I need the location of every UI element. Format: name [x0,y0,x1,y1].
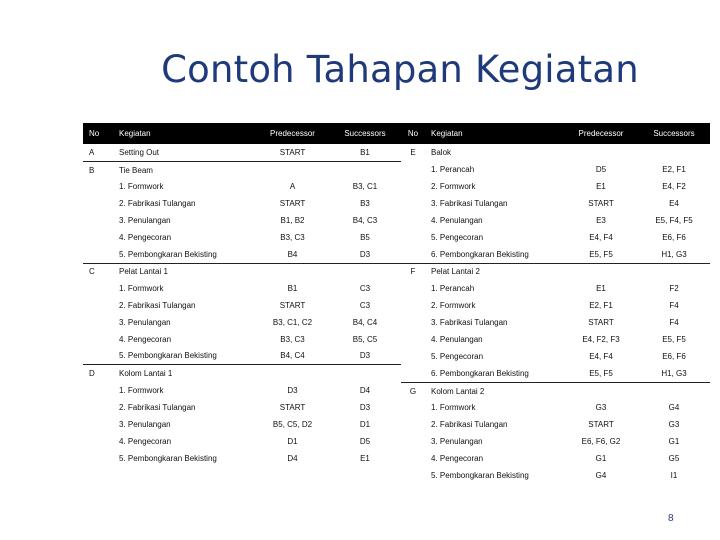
cell-successors: E1 [360,453,370,463]
cell-predecessor: E5, F5 [589,249,613,259]
cell-successors: D5 [359,436,371,446]
cell-no [83,450,113,467]
cell-predecessor [256,467,329,484]
cell-kegiatan: 4. Pengecoran [431,453,484,463]
cell-no [401,348,425,365]
cell-predecessor: D5 [595,165,607,175]
cell-no [401,450,425,467]
cell-kegiatan: Pelat Lantai 1 [113,263,256,280]
cell-predecessor: E4, F2, F3 [582,334,620,344]
cell-kegiatan: 3. Fabrikasi Tulangan [431,199,508,209]
cell-successors: E6, F6 [662,351,686,361]
cell-successors: D3 [359,249,371,259]
cell-predecessor: B5, C5, D2 [272,420,313,430]
cell-predecessor: START [279,403,306,413]
header-successors-right: Successors [638,123,710,144]
cell-successors: E6, F6 [662,232,686,242]
cell-kegiatan: 2. Formwork [431,301,476,311]
cell-predecessor: START [279,147,306,157]
cell-successors [638,382,710,399]
cell-successors: B4, C4 [352,317,378,327]
cell-no [401,179,425,196]
cell-no [401,416,425,433]
cell-kegiatan: Setting Out [119,147,160,157]
cell-no: C [83,263,113,280]
cell-no [401,280,425,297]
cell-kegiatan: 3. Fabrikasi Tulangan [431,317,508,327]
cell-predecessor: START [588,317,614,327]
cell-predecessor: E4, F4 [589,351,613,361]
table-row [83,450,710,467]
cell-predecessor: G4 [595,470,607,480]
header-successors-left: Successors [329,123,401,144]
cell-successors: H1, G3 [661,249,687,259]
cell-kegiatan: 3. Penulangan [119,420,171,430]
table-row [83,331,710,348]
header-no-left: No [83,123,113,144]
cell-kegiatan: 2. Fabrikasi Tulangan [119,199,196,209]
cell-successors [638,263,710,280]
header-predecessor-right: Predecessor [564,123,638,144]
cell-kegiatan: Pelat Lantai 2 [425,263,564,280]
cell-predecessor: B3, C3 [280,334,305,344]
cell-predecessor: B4 [287,249,298,259]
cell-kegiatan: 2. Formwork [431,182,476,192]
cell-no [83,399,113,416]
cell-predecessor: A [289,182,296,192]
cell-predecessor: D1 [287,436,298,446]
cell-no: A [89,147,95,157]
cell-successors: E4 [669,199,679,209]
cell-no [83,467,113,484]
cell-successors: B3, C1 [352,182,378,192]
cell-kegiatan: 5. Pembongkaran Bekisting [431,470,529,480]
cell-no [83,314,113,331]
cell-kegiatan: 5. Pembongkaran Bekisting [119,453,217,463]
cell-no [83,297,113,314]
cell-successors: B3 [360,199,370,209]
table-row [83,416,710,433]
table-row [83,212,710,229]
page-title: Contoh Tahapan Kegiatan [161,48,639,91]
cell-successors: E2, F1 [662,165,686,175]
cell-successors [329,263,401,280]
cell-kegiatan: 4. Pengecoran [119,436,172,446]
cell-no: E [410,148,416,158]
cell-no [401,331,425,348]
cell-predecessor: B1 [287,284,298,294]
cell-successors: C3 [359,284,371,294]
cell-successors: B5 [360,232,370,242]
header-predecessor-left: Predecessor [256,123,329,144]
cell-no [401,229,425,246]
cell-successors: B5, C5 [352,334,378,344]
cell-no [401,433,425,450]
table-row [83,399,710,416]
cell-kegiatan [113,467,256,484]
activity-table [83,123,710,483]
cell-predecessor: E6, F6, G2 [581,436,621,446]
cell-kegiatan: 3. Penulangan [431,436,483,446]
cell-kegiatan: 1. Formwork [119,182,164,192]
cell-predecessor: B3, C3 [280,232,305,242]
cell-kegiatan: Tie Beam [113,161,256,178]
cell-successors [638,144,710,161]
cell-kegiatan: 2. Fabrikasi Tulangan [119,301,196,311]
cell-kegiatan: Balok [431,148,452,158]
table-row [83,433,710,450]
cell-successors: F4 [669,301,679,311]
cell-no: B [83,161,113,178]
cell-successors: D3 [359,351,371,361]
table-row [83,179,710,196]
page-number: 8 [668,513,674,524]
table-row [83,297,710,314]
cell-kegiatan: 3. Penulangan [119,317,171,327]
cell-successors: G5 [668,453,680,463]
cell-no: D [83,365,113,382]
cell-no [401,195,425,212]
cell-predecessor [564,382,638,399]
cell-kegiatan: 5. Pembongkaran Bekisting [119,351,217,361]
cell-successors [329,365,401,382]
cell-kegiatan: 1. Perancah [431,165,475,175]
cell-no [401,467,425,484]
cell-successors [329,161,401,178]
cell-predecessor: START [588,420,614,430]
cell-predecessor: G1 [595,453,607,463]
cell-kegiatan: 1. Formwork [119,386,164,396]
table-row [83,348,710,365]
cell-predecessor: D4 [287,453,298,463]
cell-no [401,314,425,331]
table-row [83,365,710,382]
cell-kegiatan: 5. Pembongkaran Bekisting [119,249,217,259]
cell-predecessor [256,263,329,280]
cell-successors: E5, F5 [662,334,686,344]
cell-successors: G4 [668,403,680,413]
cell-kegiatan: 5. Pengecoran [431,232,484,242]
cell-predecessor: E1 [596,182,606,192]
cell-successors: I1 [670,470,678,480]
cell-no [83,433,113,450]
cell-kegiatan: 4. Penulangan [431,334,483,344]
cell-no [83,179,113,196]
cell-no [401,246,425,263]
cell-no [401,399,425,416]
cell-no [83,348,113,365]
table-row [83,314,710,331]
cell-kegiatan: Kolom Lantai 2 [425,382,564,399]
cell-no [83,212,113,229]
cell-successors: D3 [359,403,371,413]
header-kegiatan-right: Kegiatan [425,123,564,144]
cell-predecessor [256,161,329,178]
cell-kegiatan: 4. Pengecoran [119,232,172,242]
table-row [83,161,710,178]
cell-successors: H1, G3 [661,368,687,378]
cell-no [401,161,425,178]
cell-predecessor [256,365,329,382]
cell-kegiatan: 4. Penulangan [431,216,483,226]
cell-no [83,331,113,348]
cell-no [401,212,425,229]
cell-no [401,297,425,314]
cell-predecessor: G3 [595,403,607,413]
cell-kegiatan: 2. Fabrikasi Tulangan [431,420,508,430]
table-row [83,382,710,399]
cell-no [83,416,113,433]
cell-successors [329,467,401,484]
cell-kegiatan: 6. Pembongkaran Bekisting [431,249,529,259]
header-no-right: No [401,123,425,144]
cell-no [83,280,113,297]
cell-predecessor: E4, F4 [589,232,613,242]
cell-kegiatan: 4. Pengecoran [119,334,172,344]
cell-kegiatan: 1. Perancah [431,284,475,294]
cell-successors: G3 [668,420,680,430]
cell-successors: G1 [668,436,680,446]
cell-successors: F2 [669,284,679,294]
cell-no: F [401,263,425,280]
cell-successors: E4, F2 [662,182,686,192]
cell-predecessor [564,144,638,161]
cell-kegiatan: 6. Pembongkaran Bekisting [431,368,529,378]
cell-no [83,195,113,212]
cell-predecessor: START [279,301,306,311]
cell-kegiatan: Kolom Lantai 1 [113,365,256,382]
table-row [83,467,710,484]
cell-kegiatan: 1. Formwork [119,284,164,294]
table-row [83,195,710,212]
table-header-row [83,123,710,144]
cell-no [83,229,113,246]
table-row [83,229,710,246]
cell-predecessor: E3 [596,216,606,226]
cell-predecessor: START [279,199,306,209]
header-kegiatan-left: Kegiatan [113,123,256,144]
cell-successors: D4 [359,386,371,396]
cell-predecessor: B3, C1, C2 [272,317,313,327]
cell-successors: B1 [360,147,370,157]
cell-predecessor: START [588,199,614,209]
cell-successors: D1 [359,420,371,430]
cell-kegiatan: 5. Pengecoran [431,351,484,361]
cell-predecessor: B1, B2 [280,216,305,226]
cell-predecessor: B4, C4 [280,351,305,361]
cell-no: G [401,382,425,399]
cell-no [83,382,113,399]
table-row [83,263,710,280]
table-row [83,280,710,297]
cell-successors: F4 [669,317,679,327]
cell-kegiatan: 1. Formwork [431,403,476,413]
cell-predecessor: E2, F1 [589,301,613,311]
cell-successors: C3 [359,301,371,311]
cell-predecessor: D3 [287,386,298,396]
cell-no [401,365,425,382]
table-row [83,144,710,161]
cell-successors: E5, F4, F5 [655,216,693,226]
table-row [83,246,710,263]
cell-predecessor [564,263,638,280]
cell-kegiatan: 2. Fabrikasi Tulangan [119,403,196,413]
cell-predecessor: E1 [596,284,606,294]
cell-predecessor: E5, F5 [589,368,613,378]
cell-no [83,246,113,263]
cell-kegiatan: 3. Penulangan [119,216,171,226]
cell-successors: B4, C3 [352,216,378,226]
